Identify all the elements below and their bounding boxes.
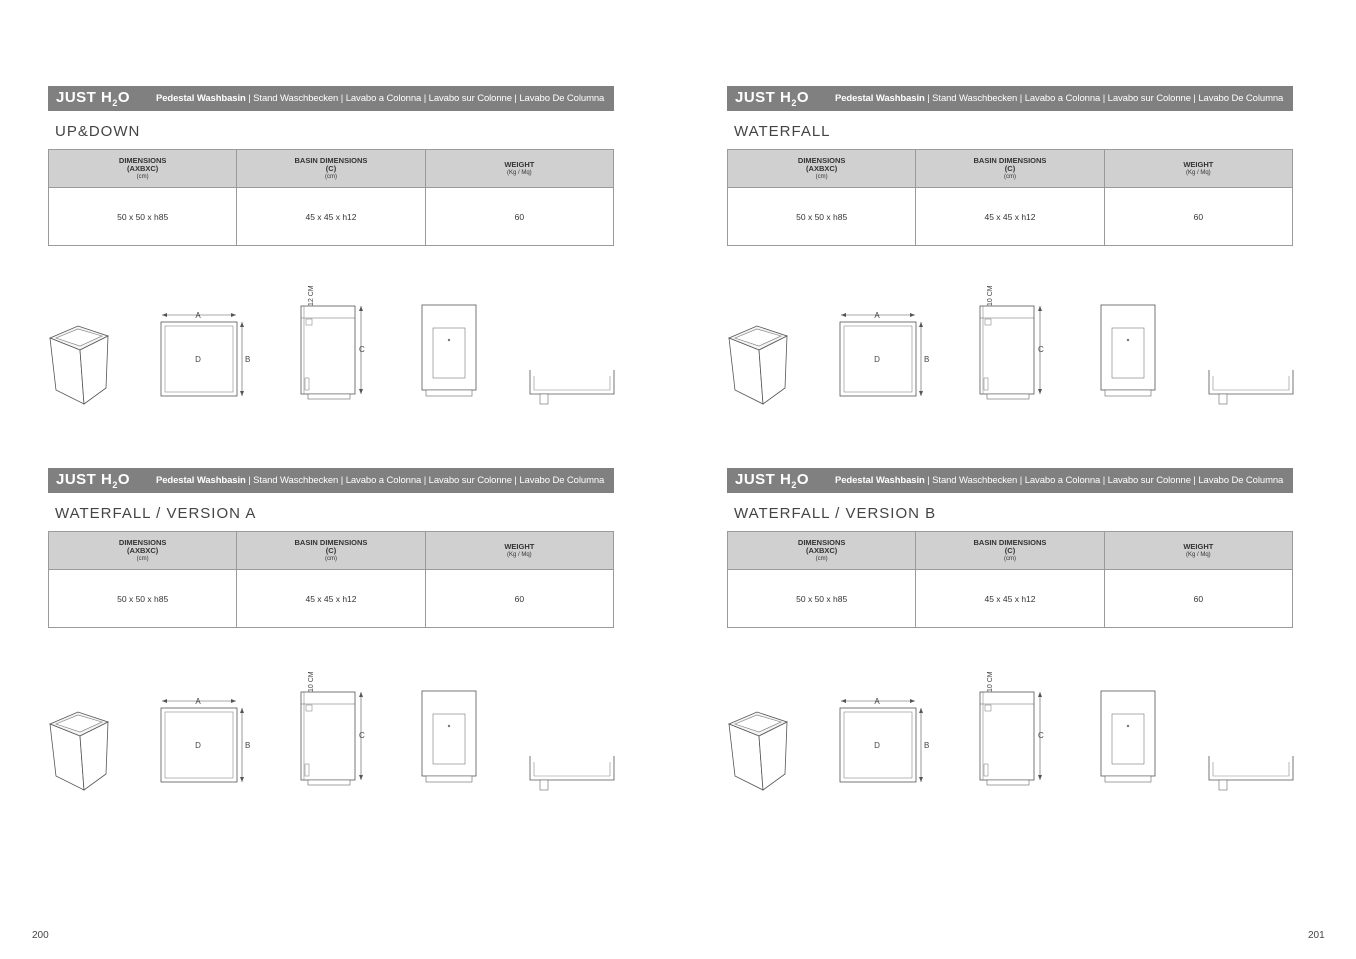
section-view-drawing [300,672,370,788]
front-view-drawing [420,690,480,786]
product-banner [48,86,614,111]
technical-drawings [727,286,1293,426]
spec-value-basin: 45 x 45 x h12 [916,188,1104,246]
spec-table [48,531,614,628]
side-height-label: 12 CM [308,285,315,306]
spec-header-basin: BASIN DIMENSIONS (C) (cm) [237,150,425,188]
section-view-drawing [979,286,1049,402]
dimension-a-label: A [195,697,201,706]
dimension-b-label: B [245,741,251,750]
technical-drawings [48,672,614,812]
page-number-right: 201 [1308,930,1325,941]
spec-header-dimensions: DIMENSIONS (AXBXC) (cm) [49,532,237,570]
spec-value-weight: 60 [425,570,613,628]
dimension-a-label: A [195,311,201,320]
spec-header-row [728,532,1293,570]
spec-value-basin: 45 x 45 x h12 [916,570,1104,628]
spec-value-row [49,188,614,246]
dimension-d-label: D [874,355,880,364]
product-block-waterfall-version-b [727,468,1293,750]
top-view-drawing [839,696,929,788]
side-height-label: 10 CM [987,285,994,306]
product-banner [727,86,1293,111]
page-number-left: 200 [32,930,49,941]
spec-table [48,149,614,246]
technical-drawings [727,672,1293,812]
iso-view-drawing [727,710,791,792]
brand-logo: JUST $H_2O$ [56,89,131,108]
dimension-d-label: D [874,741,880,750]
dimension-b-label: B [924,741,930,750]
brand-logo: JUST $H_2O$ [735,89,810,108]
product-category: Pedestal Washbasin | Stand Waschbecken | Lavabo a Colonna | Lavabo sur Colonne | Lavabo De Columna [835,93,1284,104]
product-category: Pedestal Washbasin | Stand Waschbecken | Lavabo a Colonna | Lavabo sur Colonne | Lavabo De Columna [156,475,605,486]
product-banner [727,468,1293,493]
top-view-drawing [160,310,250,402]
spec-value-weight: 60 [1104,188,1292,246]
model-name: UP&DOWN [55,123,141,140]
model-name: WATERFALL / VERSION B [734,505,937,522]
product-block-waterfall [727,86,1293,364]
brand-logo: JUST $H_2O$ [735,471,810,490]
dimension-c-label: C [1038,345,1044,354]
spec-value-weight: 60 [1104,570,1292,628]
dimension-b-label: B [245,355,251,364]
spec-header-row [728,150,1293,188]
top-view-drawing [839,310,929,402]
spec-header-weight: WEIGHT (Kg / Mq) [1104,532,1292,570]
model-name: WATERFALL [734,123,831,140]
spec-table [727,149,1293,246]
brand-logo: JUST $H_2O$ [56,471,131,490]
spec-header-basin: BASIN DIMENSIONS (C) (cm) [237,532,425,570]
iso-view-drawing [48,324,112,406]
product-category: Pedestal Washbasin | Stand Waschbecken | Lavabo a Colonna | Lavabo sur Colonne | Lavabo De Columna [156,93,605,104]
dimension-c-label: C [1038,731,1044,740]
dimension-d-label: D [195,741,201,750]
top-view-drawing [160,696,250,788]
spec-header-weight: WEIGHT (Kg / Mq) [425,532,613,570]
spec-header-weight: WEIGHT (Kg / Mq) [1104,150,1292,188]
dimension-d-label: D [195,355,201,364]
spec-header-row [49,150,614,188]
front-view-drawing [420,304,480,400]
spec-value-weight: 60 [425,188,613,246]
technical-drawings [48,286,614,426]
spec-header-row [49,532,614,570]
spec-value-dimensions: 50 x 50 x h85 [49,188,237,246]
front-view-drawing [1099,690,1159,786]
side-height-label: 10 CM [308,671,315,692]
product-block-waterfall-version-a [48,468,614,750]
side-view-drawing [1207,752,1295,792]
dimension-b-label: B [924,355,930,364]
product-banner [48,468,614,493]
product-block-updown [48,86,614,364]
side-height-label: 10 CM [987,671,994,692]
section-view-drawing [300,286,370,402]
spec-header-basin: BASIN DIMENSIONS (C) (cm) [916,150,1104,188]
spec-header-dimensions: DIMENSIONS (AXBXC) (cm) [49,150,237,188]
spec-value-basin: 45 x 45 x h12 [237,188,425,246]
spec-header-dimensions: DIMENSIONS (AXBXC) (cm) [728,532,916,570]
spec-value-dimensions: 50 x 50 x h85 [49,570,237,628]
iso-view-drawing [727,324,791,406]
product-category: Pedestal Washbasin | Stand Waschbecken | Lavabo a Colonna | Lavabo sur Colonne | Lavabo De Columna [835,475,1284,486]
section-view-drawing [979,672,1049,788]
spec-value-dimensions: 50 x 50 x h85 [728,188,916,246]
spec-table [727,531,1293,628]
dimension-a-label: A [874,697,880,706]
spec-value-basin: 45 x 45 x h12 [237,570,425,628]
front-view-drawing [1099,304,1159,400]
iso-view-drawing [48,710,112,792]
dimension-c-label: C [359,345,365,354]
dimension-c-label: C [359,731,365,740]
spec-header-basin: BASIN DIMENSIONS (C) (cm) [916,532,1104,570]
spec-value-row [728,188,1293,246]
side-view-drawing [528,752,616,792]
spec-value-row [49,570,614,628]
spec-value-dimensions: 50 x 50 x h85 [728,570,916,628]
model-name: WATERFALL / VERSION A [55,505,257,522]
side-view-drawing [528,366,616,406]
dimension-a-label: A [874,311,880,320]
spec-value-row [728,570,1293,628]
side-view-drawing [1207,366,1295,406]
spec-header-dimensions: DIMENSIONS (AXBXC) (cm) [728,150,916,188]
spec-header-weight: WEIGHT (Kg / Mq) [425,150,613,188]
